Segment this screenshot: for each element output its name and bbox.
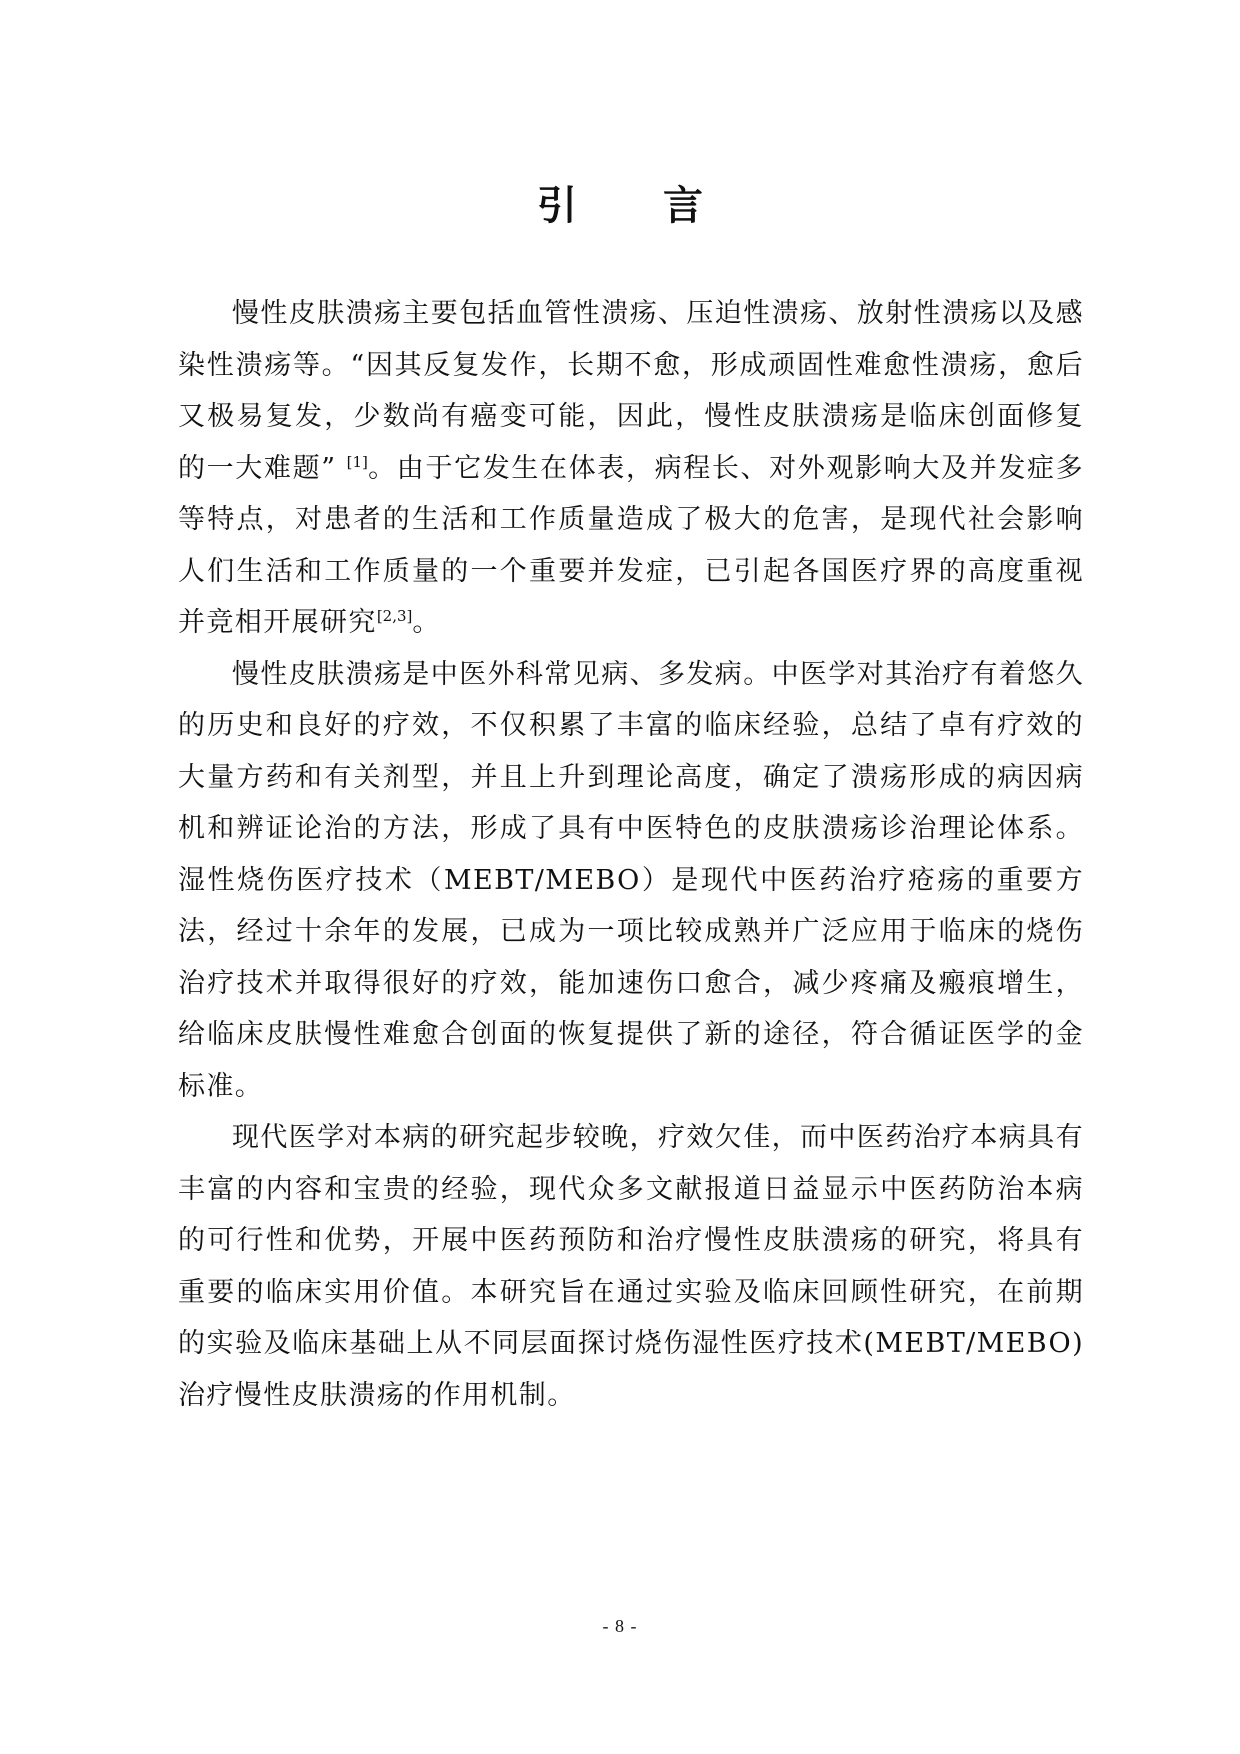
paragraph-3 — [178, 1112, 1084, 1421]
paragraph-1-text-b: 。由于它发生在体表，病程长、对外观影响大及并发症多等特点，对患者的生活和工作质量造成了极大的危害，是现代社会影响人们生活和工作质量的一个重要并发症，已引起各国医疗界的高度重视并竞相开展研究 — [178, 452, 1085, 638]
paragraph-1-text-a: 慢性皮肤溃疡主要包括血管性溃疡、压迫性溃疡、放射性溃疡以及感染性溃疡等。“因其反复发作，长期不愈，形成顽固性难愈性溃疡，愈后又极易复发，少数尚有癌变可能，因此，慢性皮肤溃疡是临床创面修复的一大难题” — [178, 298, 1084, 484]
paragraph-3-text: 现代医学对本病的研究起步较晚，疗效欠佳，而中医药治疗本病具有丰富的内容和宝贵的经验，现代众多文献报道日益显示中医药防治本病的可行性和优势，开展中医药预防和治疗慢性皮肤溃疡的研究，将具有重要的临床实用价值。本研究旨在通过实验及临床回顾性研究，在前期的实验及临床基础上从不同层面探讨烧伤湿性医疗技术(MEBT/MEBO)治疗慢性皮肤溃疡的作用机制。 — [178, 1122, 1084, 1411]
paragraph-2 — [178, 649, 1084, 1113]
paragraph-1 — [178, 288, 1084, 649]
page-number: - 8 - — [602, 1616, 638, 1636]
citation-1: [1] — [346, 452, 368, 471]
page-title: 引 言 — [537, 183, 739, 229]
paragraph-1-text-c: 。 — [412, 607, 441, 638]
citation-2-3: [2,3] — [376, 607, 413, 625]
paragraph-2-text: 慢性皮肤溃疡是中医外科常见病、多发病。中医学对其治疗有着悠久的历史和良好的疗效，不仅积累了丰富的临床经验，总结了卓有疗效的大量方药和有关剂型，并且上升到理论高度，确定了溃疡形成的病因病机和辨证论治的方法，形成了具有中医特色的皮肤溃疡诊治理论体系。湿性烧伤医疗技术（MEBT/MEBO）是现代中医药治疗疮疡的重要方法，经过十余年的发展，已成为一项比较成熟并广泛应用于临床的烧伤治疗技术并取得很好的疗效，能加速伤口愈合，减少疼痛及瘢痕增生，给临床皮肤慢性难愈合创面的恢复提供了新的途径，符合循证医学的金标准。 — [178, 658, 1084, 1102]
body-text — [178, 288, 1084, 1421]
